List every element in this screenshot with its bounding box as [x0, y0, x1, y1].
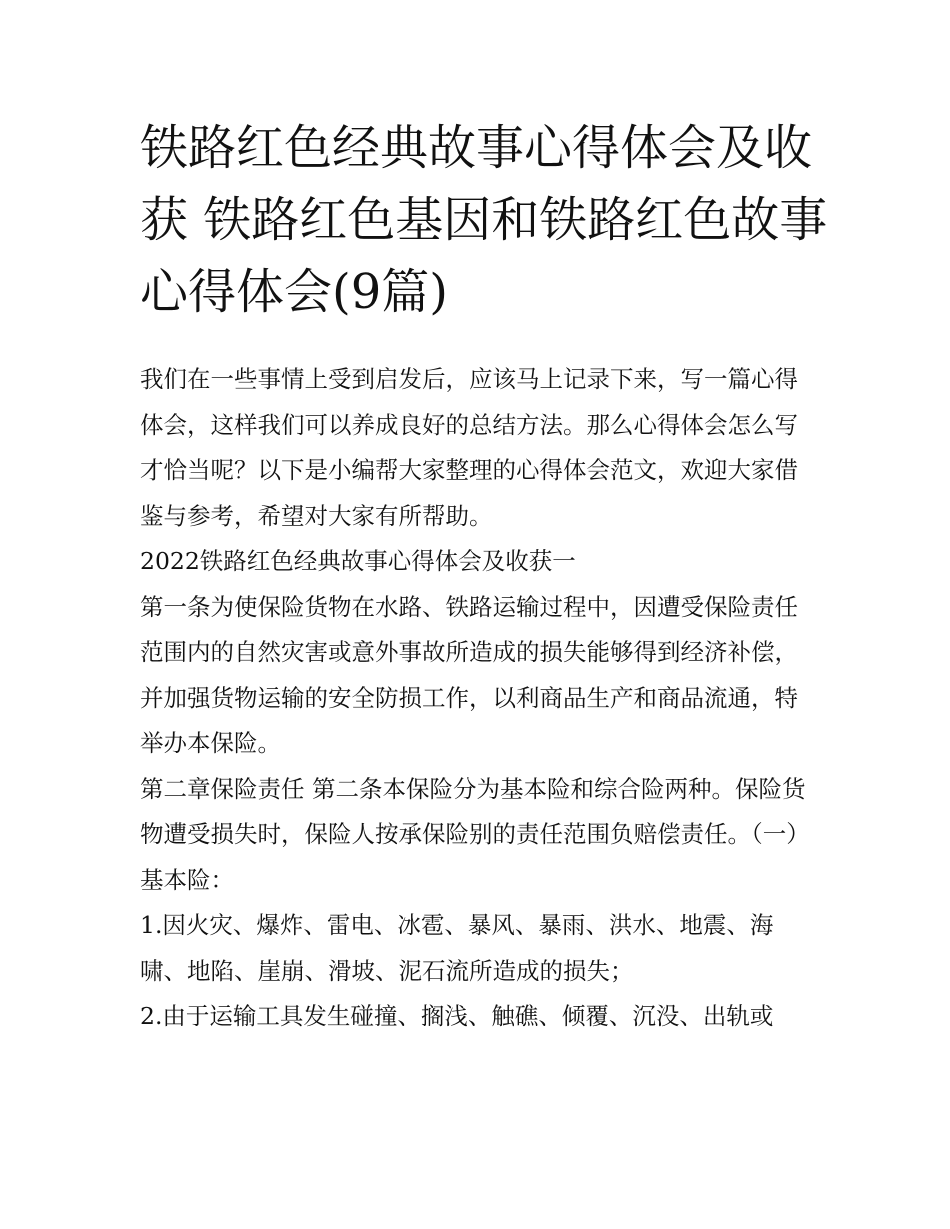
paragraph-item-2: 2.由于运输工具发生碰撞、搁浅、触礁、倾覆、沉没、出轨或 [140, 1002, 774, 1030]
intro-paragraph: 我们在一些事情上受到启发后，应该马上记录下来，写一篇心得体会，这样我们可以养成良好的总结方法。那么心得体会怎么写才恰当呢？以下是小编帮大家整理的心得体会范文，欢迎大家借鉴与参考，希望对大家有所帮助。 [140, 365, 798, 530]
section-heading: 2022铁路红色经典故事心得体会及收获一 [140, 547, 576, 575]
document-title: 铁路红色经典故事心得体会及收获 铁路红色基因和铁路红色故事心得体会(9篇) [140, 120, 828, 320]
paragraph-article-1: 第一条为使保险货物在水路、铁路运输过程中，因遭受保险责任范围内的自然灾害或意外事故所造成的损失能够得到经济补偿，并加强货物运输的安全防损工作，以利商品生产和商品流通，特举办本保险。 [140, 592, 798, 757]
paragraph-chapter-2: 第二章保险责任 第二条本保险分为基本险和综合险两种。保险货物遭受损失时，保险人按承保险别的责任范围负赔偿责任。（一）基本险： [140, 774, 810, 894]
paragraph-item-1: 1.因火灾、爆炸、雷电、冰雹、暴风、暴雨、洪水、地震、海啸、地陷、崖崩、滑坡、泥石流所造成的损失； [140, 911, 774, 985]
document-body [140, 357, 820, 1040]
